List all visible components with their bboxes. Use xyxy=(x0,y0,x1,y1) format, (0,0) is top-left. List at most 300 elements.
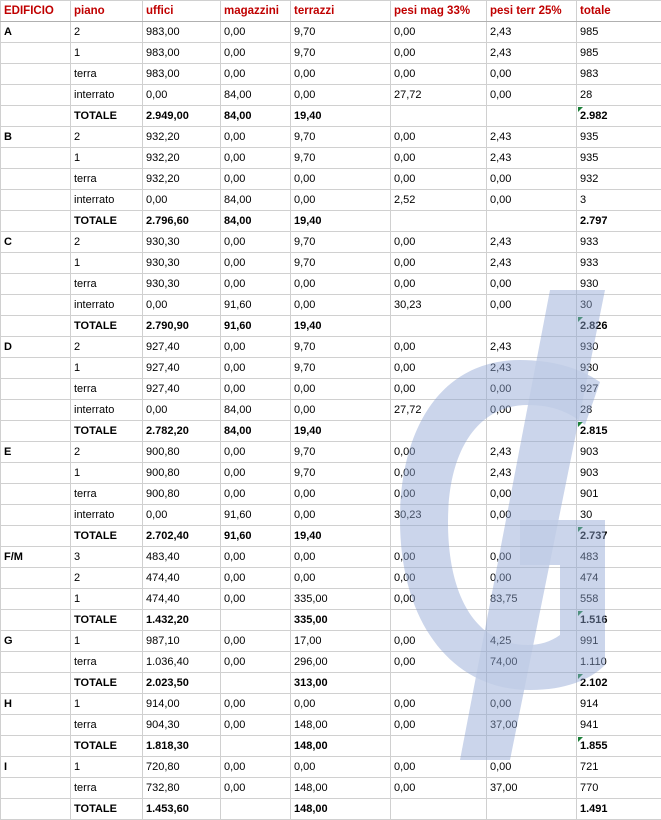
cell-piano[interactable]: 3 xyxy=(71,547,143,568)
cell-terrazzi[interactable]: 9,70 xyxy=(291,337,391,358)
cell-uffici[interactable]: 2.790,90 xyxy=(143,316,221,337)
cell-totale[interactable]: 901 xyxy=(577,484,661,505)
cell-totale[interactable]: 28 xyxy=(577,85,661,106)
cell-uffici[interactable]: 0,00 xyxy=(143,85,221,106)
cell-pesi-terr[interactable]: 0,00 xyxy=(487,694,577,715)
cell-pesi-terr[interactable]: 0,00 xyxy=(487,400,577,421)
cell-uffici[interactable]: 2.702,40 xyxy=(143,526,221,547)
cell-pesi-terr[interactable]: 2,43 xyxy=(487,463,577,484)
cell-edificio[interactable] xyxy=(1,211,71,232)
cell-terrazzi[interactable]: 335,00 xyxy=(291,610,391,631)
cell-pesi-terr[interactable]: 0,00 xyxy=(487,169,577,190)
cell-totale[interactable]: 903 xyxy=(577,442,661,463)
cell-uffici[interactable]: 2.782,20 xyxy=(143,421,221,442)
cell-uffici[interactable]: 0,00 xyxy=(143,190,221,211)
table-row[interactable] xyxy=(1,757,661,778)
cell-magazzini[interactable]: 0,00 xyxy=(221,274,291,295)
cell-uffici[interactable]: 983,00 xyxy=(143,64,221,85)
cell-edificio[interactable] xyxy=(1,463,71,484)
cell-uffici[interactable]: 983,00 xyxy=(143,43,221,64)
cell-edificio[interactable] xyxy=(1,484,71,505)
cell-edificio[interactable] xyxy=(1,505,71,526)
table-row[interactable] xyxy=(1,274,661,295)
cell-totale[interactable]: 2.982 xyxy=(577,106,661,127)
cell-totale[interactable]: 30 xyxy=(577,505,661,526)
cell-piano[interactable]: TOTALE xyxy=(71,610,143,631)
cell-terrazzi[interactable]: 9,70 xyxy=(291,253,391,274)
cell-uffici[interactable]: 932,20 xyxy=(143,127,221,148)
cell-pesi-mag[interactable] xyxy=(391,526,487,547)
cell-terrazzi[interactable]: 9,70 xyxy=(291,232,391,253)
cell-totale[interactable]: 1.855 xyxy=(577,736,661,757)
cell-edificio[interactable] xyxy=(1,358,71,379)
cell-edificio[interactable] xyxy=(1,568,71,589)
cell-terrazzi[interactable]: 19,40 xyxy=(291,211,391,232)
cell-magazzini[interactable]: 84,00 xyxy=(221,421,291,442)
cell-magazzini[interactable]: 0,00 xyxy=(221,64,291,85)
cell-piano[interactable]: 1 xyxy=(71,757,143,778)
cell-piano[interactable]: TOTALE xyxy=(71,526,143,547)
cell-pesi-mag[interactable]: 0,00 xyxy=(391,148,487,169)
cell-pesi-terr[interactable]: 74,00 xyxy=(487,652,577,673)
cell-pesi-terr[interactable] xyxy=(487,421,577,442)
cell-terrazzi[interactable]: 9,70 xyxy=(291,43,391,64)
cell-pesi-terr[interactable]: 2,43 xyxy=(487,127,577,148)
table-row[interactable] xyxy=(1,253,661,274)
cell-edificio[interactable] xyxy=(1,589,71,610)
cell-piano[interactable]: terra xyxy=(71,778,143,799)
cell-totale[interactable]: 941 xyxy=(577,715,661,736)
cell-piano[interactable]: terra xyxy=(71,484,143,505)
cell-magazzini[interactable]: 91,60 xyxy=(221,316,291,337)
cell-pesi-mag[interactable]: 27,72 xyxy=(391,400,487,421)
cell-magazzini[interactable]: 0,00 xyxy=(221,169,291,190)
cell-edificio[interactable] xyxy=(1,799,71,820)
cell-terrazzi[interactable]: 19,40 xyxy=(291,526,391,547)
cell-magazzini[interactable] xyxy=(221,673,291,694)
cell-totale[interactable]: 903 xyxy=(577,463,661,484)
cell-piano[interactable]: TOTALE xyxy=(71,421,143,442)
cell-pesi-mag[interactable] xyxy=(391,421,487,442)
cell-piano[interactable]: 2 xyxy=(71,442,143,463)
table-row[interactable] xyxy=(1,484,661,505)
cell-terrazzi[interactable]: 0,00 xyxy=(291,64,391,85)
table-row[interactable] xyxy=(1,778,661,799)
cell-uffici[interactable]: 732,80 xyxy=(143,778,221,799)
cell-uffici[interactable]: 930,30 xyxy=(143,232,221,253)
cell-pesi-terr[interactable]: 0,00 xyxy=(487,484,577,505)
cell-pesi-mag[interactable]: 0,00 xyxy=(391,463,487,484)
cell-edificio[interactable] xyxy=(1,673,71,694)
cell-pesi-terr[interactable]: 0,00 xyxy=(487,64,577,85)
cell-uffici[interactable]: 1.818,30 xyxy=(143,736,221,757)
cell-pesi-mag[interactable]: 0,00 xyxy=(391,358,487,379)
cell-pesi-terr[interactable] xyxy=(487,736,577,757)
table-row[interactable] xyxy=(1,295,661,316)
cell-magazzini[interactable]: 0,00 xyxy=(221,547,291,568)
cell-magazzini[interactable]: 0,00 xyxy=(221,379,291,400)
cell-edificio[interactable] xyxy=(1,148,71,169)
cell-edificio[interactable] xyxy=(1,253,71,274)
cell-piano[interactable]: TOTALE xyxy=(71,106,143,127)
cell-magazzini[interactable] xyxy=(221,736,291,757)
cell-piano[interactable]: 2 xyxy=(71,568,143,589)
cell-magazzini[interactable]: 0,00 xyxy=(221,757,291,778)
cell-pesi-mag[interactable]: 0,00 xyxy=(391,757,487,778)
cell-pesi-mag[interactable]: 0,00 xyxy=(391,337,487,358)
cell-uffici[interactable]: 474,40 xyxy=(143,589,221,610)
cell-pesi-terr[interactable]: 83,75 xyxy=(487,589,577,610)
table-row[interactable] xyxy=(1,64,661,85)
cell-piano[interactable]: 1 xyxy=(71,43,143,64)
cell-pesi-mag[interactable]: 0,00 xyxy=(391,169,487,190)
table-row[interactable] xyxy=(1,421,661,442)
cell-totale[interactable]: 991 xyxy=(577,631,661,652)
cell-totale[interactable]: 30 xyxy=(577,295,661,316)
cell-pesi-mag[interactable]: 0,00 xyxy=(391,631,487,652)
cell-terrazzi[interactable]: 0,00 xyxy=(291,169,391,190)
cell-terrazzi[interactable]: 0,00 xyxy=(291,484,391,505)
cell-piano[interactable]: terra xyxy=(71,715,143,736)
cell-terrazzi[interactable]: 0,00 xyxy=(291,400,391,421)
cell-edificio[interactable]: D xyxy=(1,337,71,358)
cell-pesi-mag[interactable]: 0,00 xyxy=(391,64,487,85)
cell-pesi-mag[interactable]: 0,00 xyxy=(391,232,487,253)
cell-pesi-mag[interactable]: 0,00 xyxy=(391,253,487,274)
cell-terrazzi[interactable]: 9,70 xyxy=(291,148,391,169)
cell-pesi-mag[interactable] xyxy=(391,799,487,820)
cell-terrazzi[interactable]: 0,00 xyxy=(291,379,391,400)
cell-pesi-terr[interactable] xyxy=(487,673,577,694)
cell-piano[interactable]: 2 xyxy=(71,22,143,43)
cell-terrazzi[interactable]: 335,00 xyxy=(291,589,391,610)
cell-uffici[interactable]: 2.949,00 xyxy=(143,106,221,127)
cell-edificio[interactable] xyxy=(1,190,71,211)
column-header-uffici[interactable]: uffici xyxy=(143,1,221,22)
cell-piano[interactable]: TOTALE xyxy=(71,673,143,694)
cell-pesi-terr[interactable]: 2,43 xyxy=(487,148,577,169)
cell-totale[interactable]: 770 xyxy=(577,778,661,799)
cell-pesi-mag[interactable]: 0,00 xyxy=(391,715,487,736)
table-row[interactable] xyxy=(1,43,661,64)
cell-edificio[interactable] xyxy=(1,379,71,400)
cell-piano[interactable]: interrato xyxy=(71,400,143,421)
cell-pesi-mag[interactable]: 30,23 xyxy=(391,505,487,526)
cell-pesi-terr[interactable]: 37,00 xyxy=(487,778,577,799)
cell-edificio[interactable]: H xyxy=(1,694,71,715)
cell-pesi-mag[interactable] xyxy=(391,106,487,127)
cell-piano[interactable]: interrato xyxy=(71,505,143,526)
cell-edificio[interactable]: B xyxy=(1,127,71,148)
cell-pesi-mag[interactable]: 0,00 xyxy=(391,694,487,715)
cell-magazzini[interactable]: 0,00 xyxy=(221,631,291,652)
cell-totale[interactable]: 930 xyxy=(577,274,661,295)
cell-edificio[interactable] xyxy=(1,526,71,547)
cell-terrazzi[interactable]: 0,00 xyxy=(291,295,391,316)
cell-terrazzi[interactable]: 0,00 xyxy=(291,85,391,106)
column-header-terrazzi[interactable]: terrazzi xyxy=(291,1,391,22)
cell-terrazzi[interactable]: 0,00 xyxy=(291,274,391,295)
cell-uffici[interactable]: 0,00 xyxy=(143,505,221,526)
cell-totale[interactable]: 3 xyxy=(577,190,661,211)
cell-pesi-terr[interactable]: 2,43 xyxy=(487,232,577,253)
cell-magazzini[interactable]: 0,00 xyxy=(221,715,291,736)
cell-pesi-terr[interactable]: 2,43 xyxy=(487,337,577,358)
cell-uffici[interactable]: 483,40 xyxy=(143,547,221,568)
column-header-pesi-mag[interactable]: pesi mag 33% xyxy=(391,1,487,22)
cell-piano[interactable]: 2 xyxy=(71,127,143,148)
cell-edificio[interactable]: I xyxy=(1,757,71,778)
cell-terrazzi[interactable]: 19,40 xyxy=(291,106,391,127)
table-row[interactable] xyxy=(1,379,661,400)
cell-magazzini[interactable]: 0,00 xyxy=(221,127,291,148)
cell-pesi-mag[interactable]: 0,00 xyxy=(391,43,487,64)
cell-pesi-mag[interactable] xyxy=(391,610,487,631)
cell-pesi-terr[interactable]: 0,00 xyxy=(487,757,577,778)
table-row[interactable] xyxy=(1,127,661,148)
cell-pesi-terr[interactable]: 2,43 xyxy=(487,253,577,274)
cell-terrazzi[interactable]: 19,40 xyxy=(291,316,391,337)
cell-magazzini[interactable]: 0,00 xyxy=(221,232,291,253)
cell-uffici[interactable]: 900,80 xyxy=(143,463,221,484)
cell-piano[interactable]: 1 xyxy=(71,358,143,379)
cell-magazzini[interactable] xyxy=(221,610,291,631)
table-row[interactable] xyxy=(1,232,661,253)
cell-pesi-terr[interactable]: 0,00 xyxy=(487,85,577,106)
cell-pesi-mag[interactable] xyxy=(391,211,487,232)
cell-edificio[interactable]: G xyxy=(1,631,71,652)
cell-uffici[interactable]: 930,30 xyxy=(143,274,221,295)
table-row[interactable] xyxy=(1,715,661,736)
cell-piano[interactable]: 1 xyxy=(71,589,143,610)
column-header-edificio[interactable]: EDIFICIO xyxy=(1,1,71,22)
cell-piano[interactable]: 1 xyxy=(71,463,143,484)
cell-pesi-mag[interactable]: 0,00 xyxy=(391,442,487,463)
cell-terrazzi[interactable]: 148,00 xyxy=(291,736,391,757)
cell-pesi-mag[interactable]: 0,00 xyxy=(391,127,487,148)
cell-pesi-mag[interactable]: 0,00 xyxy=(391,22,487,43)
cell-terrazzi[interactable]: 9,70 xyxy=(291,463,391,484)
table-row[interactable] xyxy=(1,22,661,43)
cell-totale[interactable]: 1.491 xyxy=(577,799,661,820)
cell-pesi-terr[interactable] xyxy=(487,610,577,631)
cell-terrazzi[interactable]: 296,00 xyxy=(291,652,391,673)
cell-pesi-terr[interactable] xyxy=(487,316,577,337)
cell-totale[interactable]: 935 xyxy=(577,148,661,169)
cell-uffici[interactable]: 927,40 xyxy=(143,379,221,400)
cell-magazzini[interactable] xyxy=(221,799,291,820)
cell-magazzini[interactable]: 91,60 xyxy=(221,505,291,526)
cell-magazzini[interactable]: 84,00 xyxy=(221,211,291,232)
cell-magazzini[interactable]: 0,00 xyxy=(221,148,291,169)
cell-edificio[interactable] xyxy=(1,43,71,64)
cell-edificio[interactable] xyxy=(1,736,71,757)
cell-magazzini[interactable]: 0,00 xyxy=(221,652,291,673)
cell-pesi-mag[interactable]: 0,00 xyxy=(391,652,487,673)
cell-pesi-mag[interactable] xyxy=(391,673,487,694)
cell-pesi-terr[interactable]: 2,43 xyxy=(487,442,577,463)
cell-pesi-mag[interactable]: 0,00 xyxy=(391,379,487,400)
cell-uffici[interactable]: 474,40 xyxy=(143,568,221,589)
cell-edificio[interactable] xyxy=(1,778,71,799)
cell-pesi-terr[interactable]: 0,00 xyxy=(487,547,577,568)
cell-totale[interactable]: 1.516 xyxy=(577,610,661,631)
cell-piano[interactable]: 1 xyxy=(71,694,143,715)
cell-uffici[interactable]: 900,80 xyxy=(143,442,221,463)
cell-piano[interactable]: interrato xyxy=(71,190,143,211)
cell-uffici[interactable]: 1.036,40 xyxy=(143,652,221,673)
table-row[interactable] xyxy=(1,568,661,589)
cell-totale[interactable]: 2.815 xyxy=(577,421,661,442)
table-row[interactable] xyxy=(1,106,661,127)
cell-edificio[interactable] xyxy=(1,610,71,631)
cell-edificio[interactable]: F/M xyxy=(1,547,71,568)
cell-pesi-mag[interactable]: 2,52 xyxy=(391,190,487,211)
table-row[interactable] xyxy=(1,442,661,463)
table-row[interactable] xyxy=(1,673,661,694)
table-row[interactable] xyxy=(1,169,661,190)
cell-pesi-mag[interactable]: 0,00 xyxy=(391,568,487,589)
cell-terrazzi[interactable]: 0,00 xyxy=(291,505,391,526)
cell-pesi-mag[interactable] xyxy=(391,736,487,757)
cell-pesi-mag[interactable]: 0,00 xyxy=(391,778,487,799)
cell-piano[interactable]: interrato xyxy=(71,295,143,316)
cell-pesi-terr[interactable]: 0,00 xyxy=(487,568,577,589)
cell-totale[interactable]: 932 xyxy=(577,169,661,190)
cell-totale[interactable]: 2.826 xyxy=(577,316,661,337)
cell-piano[interactable]: terra xyxy=(71,652,143,673)
table-row[interactable] xyxy=(1,316,661,337)
cell-uffici[interactable]: 932,20 xyxy=(143,148,221,169)
cell-edificio[interactable] xyxy=(1,64,71,85)
cell-piano[interactable]: terra xyxy=(71,379,143,400)
cell-totale[interactable]: 933 xyxy=(577,232,661,253)
cell-edificio[interactable]: E xyxy=(1,442,71,463)
cell-pesi-mag[interactable]: 0,00 xyxy=(391,484,487,505)
cell-uffici[interactable]: 932,20 xyxy=(143,169,221,190)
cell-terrazzi[interactable]: 9,70 xyxy=(291,442,391,463)
cell-pesi-terr[interactable]: 37,00 xyxy=(487,715,577,736)
table-row[interactable] xyxy=(1,799,661,820)
cell-uffici[interactable]: 927,40 xyxy=(143,337,221,358)
cell-edificio[interactable] xyxy=(1,295,71,316)
cell-edificio[interactable]: A xyxy=(1,22,71,43)
cell-pesi-terr[interactable]: 4,25 xyxy=(487,631,577,652)
cell-totale[interactable]: 933 xyxy=(577,253,661,274)
cell-magazzini[interactable]: 0,00 xyxy=(221,589,291,610)
cell-piano[interactable]: TOTALE xyxy=(71,799,143,820)
cell-totale[interactable]: 935 xyxy=(577,127,661,148)
cell-magazzini[interactable]: 0,00 xyxy=(221,463,291,484)
cell-totale[interactable]: 1.110 xyxy=(577,652,661,673)
cell-magazzini[interactable]: 84,00 xyxy=(221,106,291,127)
cell-totale[interactable]: 927 xyxy=(577,379,661,400)
cell-piano[interactable]: TOTALE xyxy=(71,316,143,337)
table-row[interactable] xyxy=(1,148,661,169)
table-row[interactable] xyxy=(1,211,661,232)
table-row[interactable] xyxy=(1,589,661,610)
cell-edificio[interactable] xyxy=(1,106,71,127)
cell-uffici[interactable]: 0,00 xyxy=(143,400,221,421)
cell-terrazzi[interactable]: 0,00 xyxy=(291,568,391,589)
cell-magazzini[interactable]: 0,00 xyxy=(221,253,291,274)
cell-pesi-mag[interactable] xyxy=(391,316,487,337)
cell-piano[interactable]: terra xyxy=(71,274,143,295)
cell-magazzini[interactable]: 91,60 xyxy=(221,526,291,547)
cell-edificio[interactable] xyxy=(1,400,71,421)
table-row[interactable] xyxy=(1,547,661,568)
cell-pesi-terr[interactable]: 0,00 xyxy=(487,505,577,526)
table-row[interactable] xyxy=(1,85,661,106)
cell-totale[interactable]: 28 xyxy=(577,400,661,421)
cell-edificio[interactable] xyxy=(1,274,71,295)
cell-terrazzi[interactable]: 9,70 xyxy=(291,127,391,148)
cell-pesi-mag[interactable]: 0,00 xyxy=(391,547,487,568)
cell-magazzini[interactable]: 0,00 xyxy=(221,442,291,463)
cell-magazzini[interactable]: 84,00 xyxy=(221,85,291,106)
cell-magazzini[interactable]: 0,00 xyxy=(221,22,291,43)
cell-uffici[interactable]: 927,40 xyxy=(143,358,221,379)
cell-terrazzi[interactable]: 9,70 xyxy=(291,358,391,379)
cell-totale[interactable]: 914 xyxy=(577,694,661,715)
cell-uffici[interactable]: 1.432,20 xyxy=(143,610,221,631)
cell-pesi-mag[interactable]: 27,72 xyxy=(391,85,487,106)
cell-magazzini[interactable]: 0,00 xyxy=(221,484,291,505)
cell-totale[interactable]: 558 xyxy=(577,589,661,610)
table-row[interactable] xyxy=(1,736,661,757)
table-row[interactable] xyxy=(1,631,661,652)
table-row[interactable] xyxy=(1,694,661,715)
cell-terrazzi[interactable]: 0,00 xyxy=(291,757,391,778)
cell-pesi-terr[interactable] xyxy=(487,106,577,127)
column-header-piano[interactable]: piano xyxy=(71,1,143,22)
cell-pesi-terr[interactable]: 2,43 xyxy=(487,43,577,64)
cell-piano[interactable]: interrato xyxy=(71,85,143,106)
cell-magazzini[interactable]: 0,00 xyxy=(221,568,291,589)
table-row[interactable] xyxy=(1,358,661,379)
table-row[interactable] xyxy=(1,610,661,631)
cell-piano[interactable]: terra xyxy=(71,169,143,190)
cell-terrazzi[interactable]: 0,00 xyxy=(291,190,391,211)
cell-piano[interactable]: TOTALE xyxy=(71,736,143,757)
cell-totale[interactable]: 721 xyxy=(577,757,661,778)
cell-totale[interactable]: 983 xyxy=(577,64,661,85)
cell-uffici[interactable]: 904,30 xyxy=(143,715,221,736)
cell-pesi-terr[interactable]: 0,00 xyxy=(487,379,577,400)
cell-terrazzi[interactable]: 19,40 xyxy=(291,421,391,442)
table-row[interactable] xyxy=(1,652,661,673)
cell-uffici[interactable]: 987,10 xyxy=(143,631,221,652)
cell-piano[interactable]: 1 xyxy=(71,631,143,652)
cell-uffici[interactable]: 900,80 xyxy=(143,484,221,505)
cell-terrazzi[interactable]: 148,00 xyxy=(291,799,391,820)
table-row[interactable] xyxy=(1,337,661,358)
cell-terrazzi[interactable]: 148,00 xyxy=(291,715,391,736)
table-row[interactable] xyxy=(1,400,661,421)
cell-piano[interactable]: TOTALE xyxy=(71,211,143,232)
column-header-pesi-terr[interactable]: pesi terr 25% xyxy=(487,1,577,22)
cell-magazzini[interactable]: 0,00 xyxy=(221,778,291,799)
table-row[interactable] xyxy=(1,505,661,526)
cell-terrazzi[interactable]: 313,00 xyxy=(291,673,391,694)
cell-uffici[interactable]: 1.453,60 xyxy=(143,799,221,820)
cell-pesi-terr[interactable]: 0,00 xyxy=(487,274,577,295)
cell-magazzini[interactable]: 0,00 xyxy=(221,358,291,379)
cell-magazzini[interactable]: 0,00 xyxy=(221,43,291,64)
cell-uffici[interactable]: 2.796,60 xyxy=(143,211,221,232)
cell-terrazzi[interactable]: 148,00 xyxy=(291,778,391,799)
cell-piano[interactable]: 1 xyxy=(71,253,143,274)
